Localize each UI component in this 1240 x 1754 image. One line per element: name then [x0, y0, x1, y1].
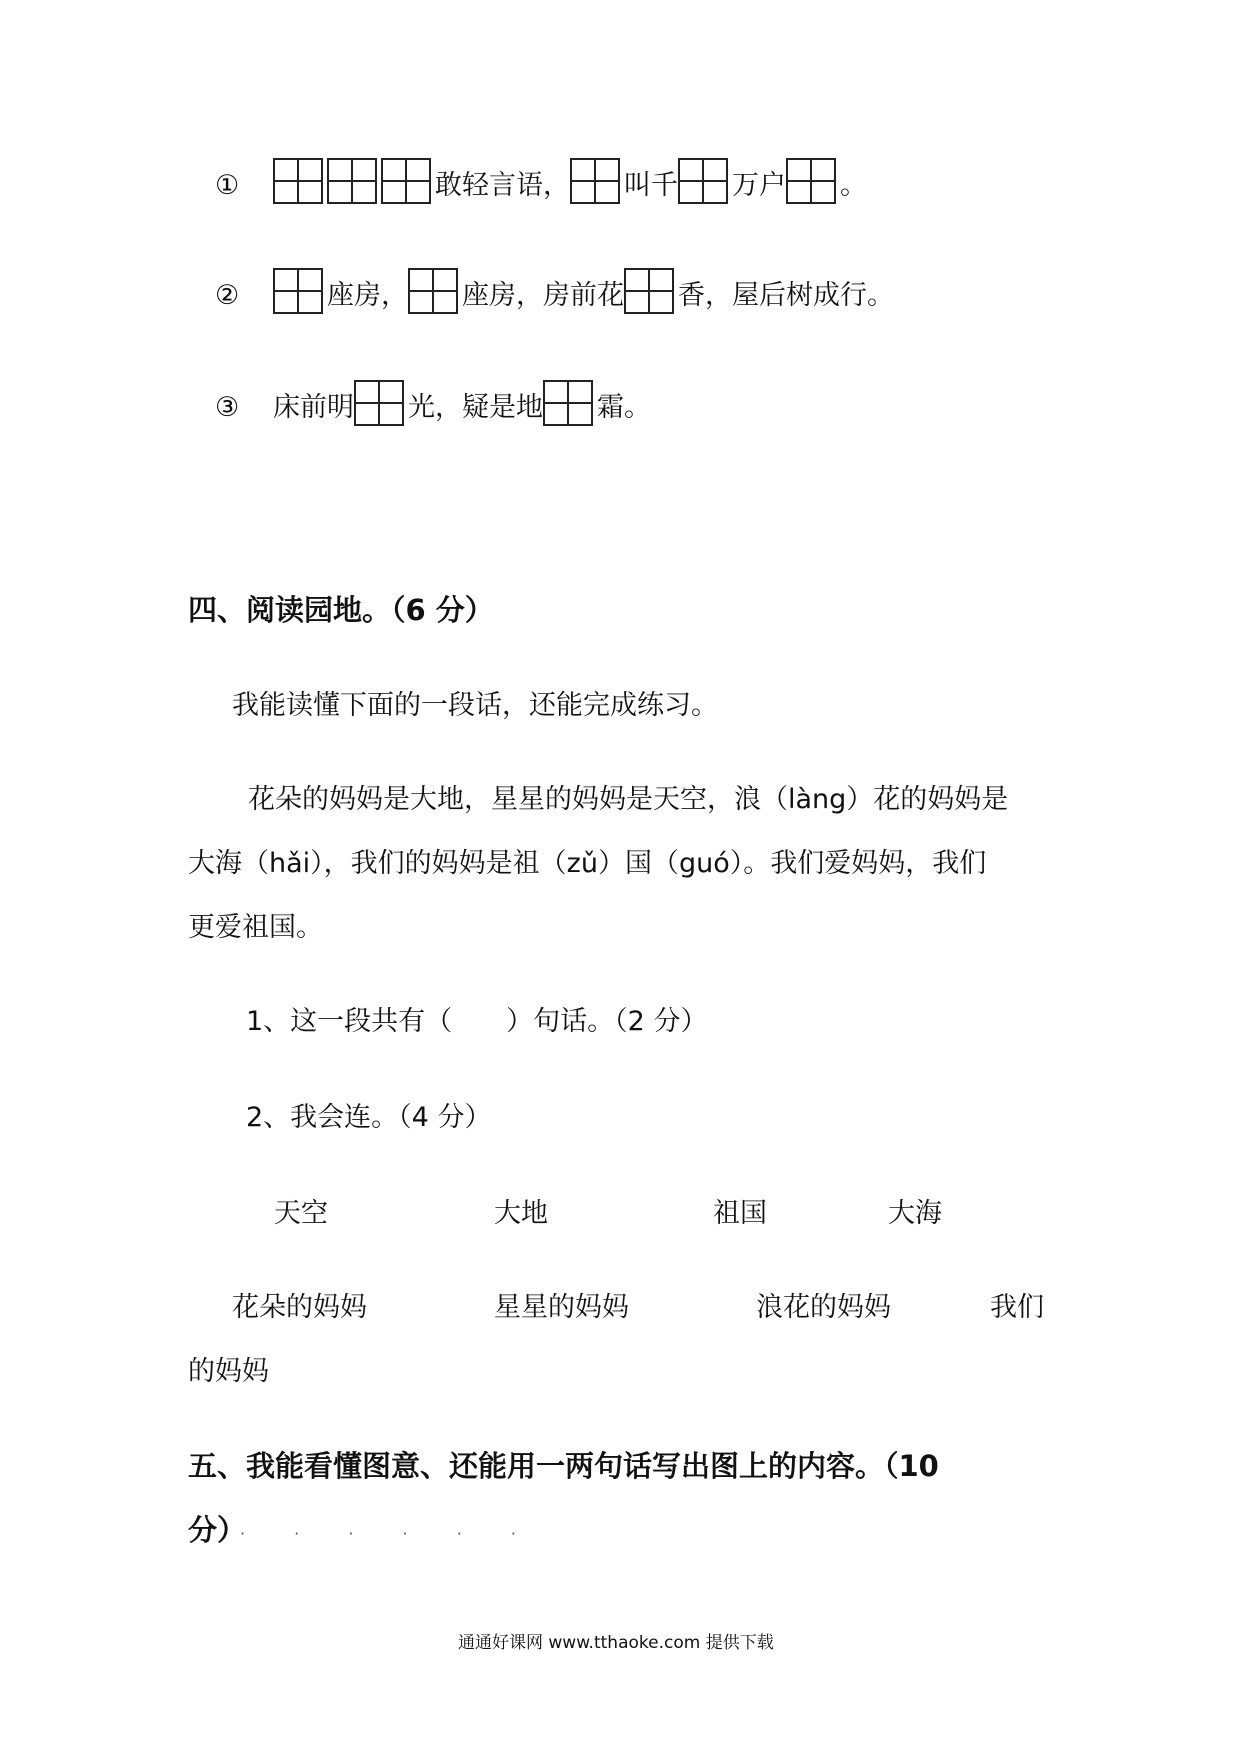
writing-grid-box[interactable] [327, 158, 377, 204]
line-text: 床前明 [273, 392, 354, 423]
question-2: 2、我会连。（4 分） [246, 1102, 492, 1133]
writing-grid-box[interactable] [381, 158, 431, 204]
fill-line-1 [215, 158, 867, 204]
match-top-4: 大海 [888, 1198, 942, 1229]
match-bottom-wrap: 的妈妈 [188, 1356, 269, 1387]
section4-heading: 四、阅读园地。（6 分） [188, 593, 494, 627]
match-top-3: 祖国 [713, 1198, 767, 1229]
writing-grid-box[interactable] [273, 268, 323, 314]
writing-grid-box[interactable] [408, 268, 458, 314]
writing-grid-box[interactable] [354, 380, 404, 426]
writing-grid-box[interactable] [570, 158, 620, 204]
passage-line-1: 花朵的妈妈是大地，星星的妈妈是天空，浪（làng）花的妈妈是 [248, 784, 1009, 815]
line-text: 万户 [732, 170, 786, 201]
match-bottom-4: 我们 [990, 1292, 1044, 1323]
match-top-1: 天空 [274, 1198, 328, 1229]
line-text: 霜。 [597, 392, 651, 423]
match-bottom-2: 星星的妈妈 [494, 1292, 629, 1323]
item-number: ② [215, 280, 240, 311]
line-text: 敢轻言语， [435, 170, 570, 201]
item-number: ③ [215, 392, 240, 423]
line-text: 座房， [327, 280, 408, 311]
passage-line-3: 更爱祖国。 [188, 912, 323, 943]
writing-grid-box[interactable] [678, 158, 728, 204]
line-text: 。 [840, 170, 867, 201]
section4-intro: 我能读懂下面的一段话，还能完成练习。 [232, 690, 718, 721]
match-top-2: 大地 [494, 1198, 548, 1229]
match-bottom-1: 花朵的妈妈 [232, 1292, 367, 1323]
writing-grid-box[interactable] [543, 380, 593, 426]
question-1: 1、这一段共有（ ）句话。（2 分） [246, 1006, 708, 1037]
section5-heading-line2: 分） [188, 1513, 247, 1547]
section5-dots: · · · · · · [240, 1524, 538, 1543]
writing-grid-box[interactable] [624, 268, 674, 314]
fill-line-2 [215, 268, 894, 314]
writing-grid-box[interactable] [273, 158, 323, 204]
stray-dot [188, 526, 192, 528]
line-text: 座房，房前花 [462, 280, 624, 311]
passage-line-2: 大海（hǎi），我们的妈妈是祖（zǔ）国（guó）。我们爱妈妈，我们 [188, 848, 987, 879]
fill-line-3 [215, 380, 651, 426]
line-text: 香，屋后树成行。 [678, 280, 894, 311]
writing-grid-box[interactable] [786, 158, 836, 204]
line-text: 光，疑是地 [408, 392, 543, 423]
footer-credit: 通通好课网 www.tthaoke.com 提供下载 [458, 1633, 774, 1653]
match-bottom-3: 浪花的妈妈 [756, 1292, 891, 1323]
section5-heading-line1: 五、我能看懂图意、还能用一两句话写出图上的内容。（10 [188, 1449, 939, 1483]
line-text: 叫千 [624, 170, 678, 201]
item-number: ① [215, 170, 240, 201]
